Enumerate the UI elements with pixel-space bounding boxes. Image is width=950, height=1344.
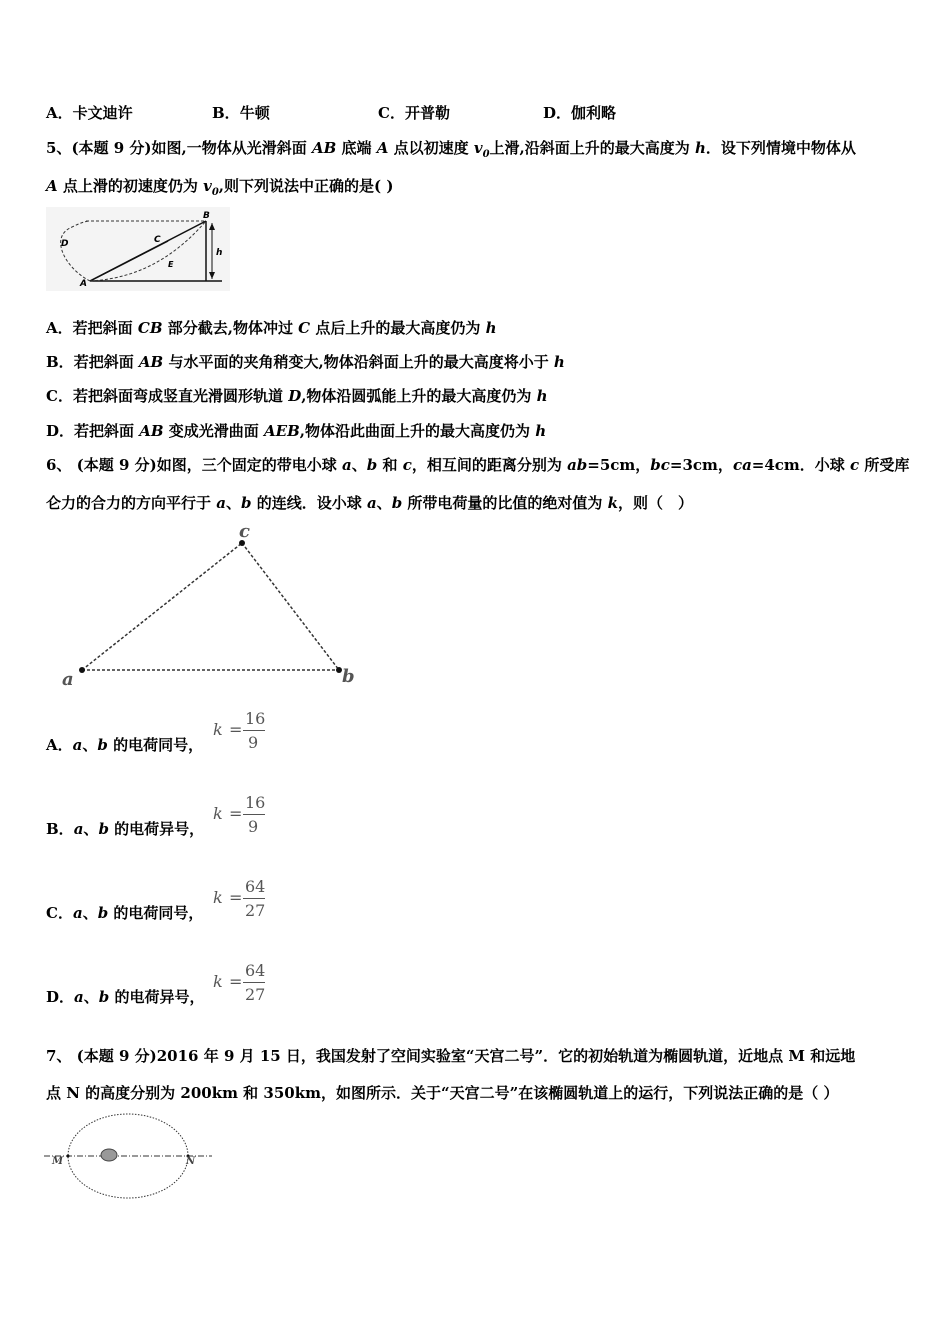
q5-option-a[interactable]: A．若把斜面 CB 部分截去,物体冲过 C 点后上升的最大高度仍为 h: [46, 319, 497, 337]
q5-label-C: C: [154, 235, 161, 245]
q5-stem-line2: A 点上滑的初速度仍为 $v_0$,则下列说法中正确的是( ): [46, 177, 394, 198]
q6-triangle-figure: [56, 522, 366, 692]
q6-option-c-formula: k = 64 27: [213, 877, 266, 920]
q6-label-a: a: [62, 669, 74, 690]
q5-label-h: h: [216, 248, 223, 258]
q4-option-d[interactable]: D．伽利略: [543, 104, 617, 122]
q4-options: [46, 102, 866, 124]
q7-stem-line2: 点 N 的高度分别为 200km 和 350km，如图所示．关于“天宫二号”在该椭圆轨道上的运行，下列说法正确的是（ ）: [46, 1084, 839, 1102]
q6-option-c[interactable]: C．a、b 的电荷同号，: [46, 904, 204, 922]
q5-label-D: D: [61, 239, 69, 249]
q6-charge-a: [79, 667, 85, 673]
q5-stem-line1: 5、(本题 9 分)如图,一物体从光滑斜面 AB 底端 A 点以初速度 $v_0$上滑,沿斜面上升的最大高度为 h．设下列情境中物体从: [46, 139, 856, 160]
q5-score: (本题 9 分): [71, 139, 152, 157]
q7-score: (本题 9 分): [71, 1047, 157, 1065]
q6-label-b: b: [342, 666, 355, 687]
q4-option-c[interactable]: C．开普勒: [378, 104, 450, 122]
q6-score: (本题 9 分): [71, 456, 157, 474]
q5-label-B: B: [203, 211, 210, 221]
q6-option-b-formula: k = 16 9: [213, 793, 266, 836]
q5-number: 5、: [46, 139, 72, 157]
q6-option-a-formula: k = 16 9: [213, 709, 266, 752]
fraction-bar: [243, 730, 265, 731]
q4-option-b[interactable]: B．牛顿: [212, 104, 270, 122]
q6-option-a[interactable]: A．a、b 的电荷同号，: [46, 736, 204, 754]
q7-number: 7、: [46, 1047, 72, 1065]
q7-label-M: M: [52, 1156, 64, 1167]
q6-line-ac: [82, 543, 242, 670]
q6-option-d[interactable]: D．a、b 的电荷异号，: [46, 988, 205, 1006]
q6-label-c: c: [239, 522, 250, 542]
q6-option-d-formula: k = 64 27: [213, 961, 266, 1004]
q7-orbit-figure: [44, 1110, 216, 1202]
fraction-bar: [243, 982, 265, 983]
fraction-bar: [243, 814, 265, 815]
q6-number: 6、: [46, 456, 72, 474]
q6-line-cb: [242, 543, 339, 670]
q5-option-d[interactable]: D．若把斜面 AB 变成光滑曲面 AEB,物体沿此曲面上升的最大高度仍为 h: [46, 422, 547, 440]
q5-option-b[interactable]: B．若把斜面 AB 与水平面的夹角稍变大,物体沿斜面上升的最大高度将小于 h: [46, 353, 565, 371]
perigee-point: [67, 1155, 70, 1158]
q6-option-b[interactable]: B．a、b 的电荷异号，: [46, 820, 205, 838]
q7-stem-line1: 7、 (本题 9 分)2016 年 9 月 15 日，我国发射了空间实验室“天宫二号”．它的初始轨道为椭圆轨道，近地点 M 和远地: [46, 1047, 856, 1065]
q5-label-E: E: [168, 260, 174, 269]
earth-icon: [101, 1149, 117, 1161]
q5-incline-figure: [46, 207, 230, 291]
q6-stem-line1: 6、 (本题 9 分)如图，三个固定的带电小球 a、b 和 c，相互间的距离分别为 ab=5cm，bc=3cm，ca=4cm．小球 c 所受库: [46, 456, 910, 474]
q5-label-A: A: [80, 279, 87, 289]
fraction-bar: [243, 898, 265, 899]
q6-stem-line2: 仑力的合力的方向平行于 a、b 的连线．设小球 a、b 所带电荷量的比值的绝对值为 k，则（ ）: [46, 494, 694, 512]
q4-option-a[interactable]: A．卡文迪许: [46, 104, 133, 122]
q7-label-N: N: [186, 1156, 196, 1167]
q5-option-c[interactable]: C．若把斜面弯成竖直光滑圆形轨道 D,物体沿圆弧能上升的最大高度仍为 h: [46, 387, 548, 405]
